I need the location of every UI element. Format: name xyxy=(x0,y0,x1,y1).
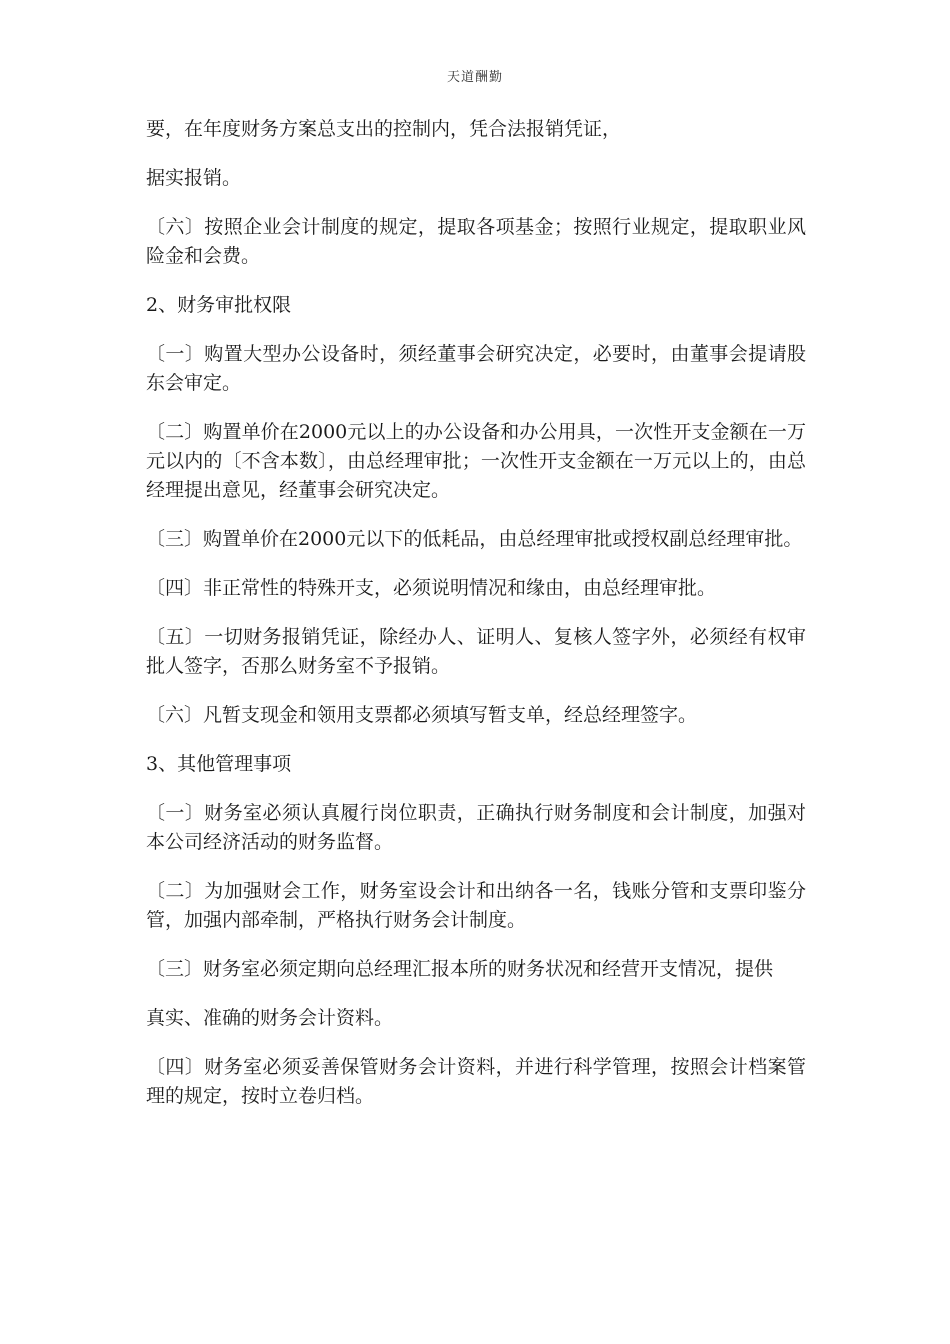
paragraph-3: 〔六〕按照企业会计制度的规定，提取各项基金；按照行业规定，提取职业风险金和会费。 xyxy=(146,216,806,267)
paragraph-10: 〔六〕凡暂支现金和领用支票都必须填写暂支单，经总经理签字。 xyxy=(146,704,698,726)
paragraph-15: 真实、准确的财务会计资料。 xyxy=(146,1007,394,1029)
paragraph-14: 〔三〕财务室必须定期向总经理汇报本所的财务状况和经营开支情况，提供 xyxy=(146,958,774,980)
paragraph-2: 据实报销。 xyxy=(146,167,242,189)
paragraph-8: 〔四〕非正常性的特殊开支，必须说明情况和缘由，由总经理审批。 xyxy=(146,577,717,599)
paragraph-13: 〔二〕为加强财会工作，财务室设会计和出纳各一名，钱账分管和支票印鉴分管，加强内部牵制，严格执行财务会计制度。 xyxy=(146,880,806,931)
paragraph-9: 〔五〕一切财务报销凭证，除经办人、证明人、复核人签字外，必须经有权审批人签字，否那么财务室不予报销。 xyxy=(146,626,806,677)
document-body xyxy=(146,115,806,1131)
section-heading-3: 3、其他管理事项 xyxy=(146,753,292,775)
paragraph-1: 要，在年度财务方案总支出的控制内，凭合法报销凭证， xyxy=(146,118,622,140)
paragraph-16: 〔四〕财务室必须妥善保管财务会计资料，并进行科学管理，按照会计档案管理的规定，按时立卷归档。 xyxy=(146,1056,806,1107)
page-header: 天道酬勤 xyxy=(446,70,503,85)
paragraph-7: 〔三〕购置单价在2000元以下的低耗品，由总经理审批或授权副总经理审批。 xyxy=(146,528,803,550)
paragraph-5: 〔一〕购置大型办公设备时，须经董事会研究决定，必要时，由董事会提请股东会审定。 xyxy=(146,343,806,394)
paragraph-6: 〔二〕购置单价在2000元以上的办公设备和办公用具，一次性开支金额在一万元以内的〔不含本数〕，由总经理审批；一次性开支金额在一万元以上的，由总经理提出意见，经董事会研究决定。 xyxy=(146,421,806,501)
paragraph-12: 〔一〕财务室必须认真履行岗位职责，正确执行财务制度和会计制度，加强对本公司经济活动的财务监督。 xyxy=(146,802,806,853)
section-heading-2: 2、财务审批权限 xyxy=(146,294,292,316)
